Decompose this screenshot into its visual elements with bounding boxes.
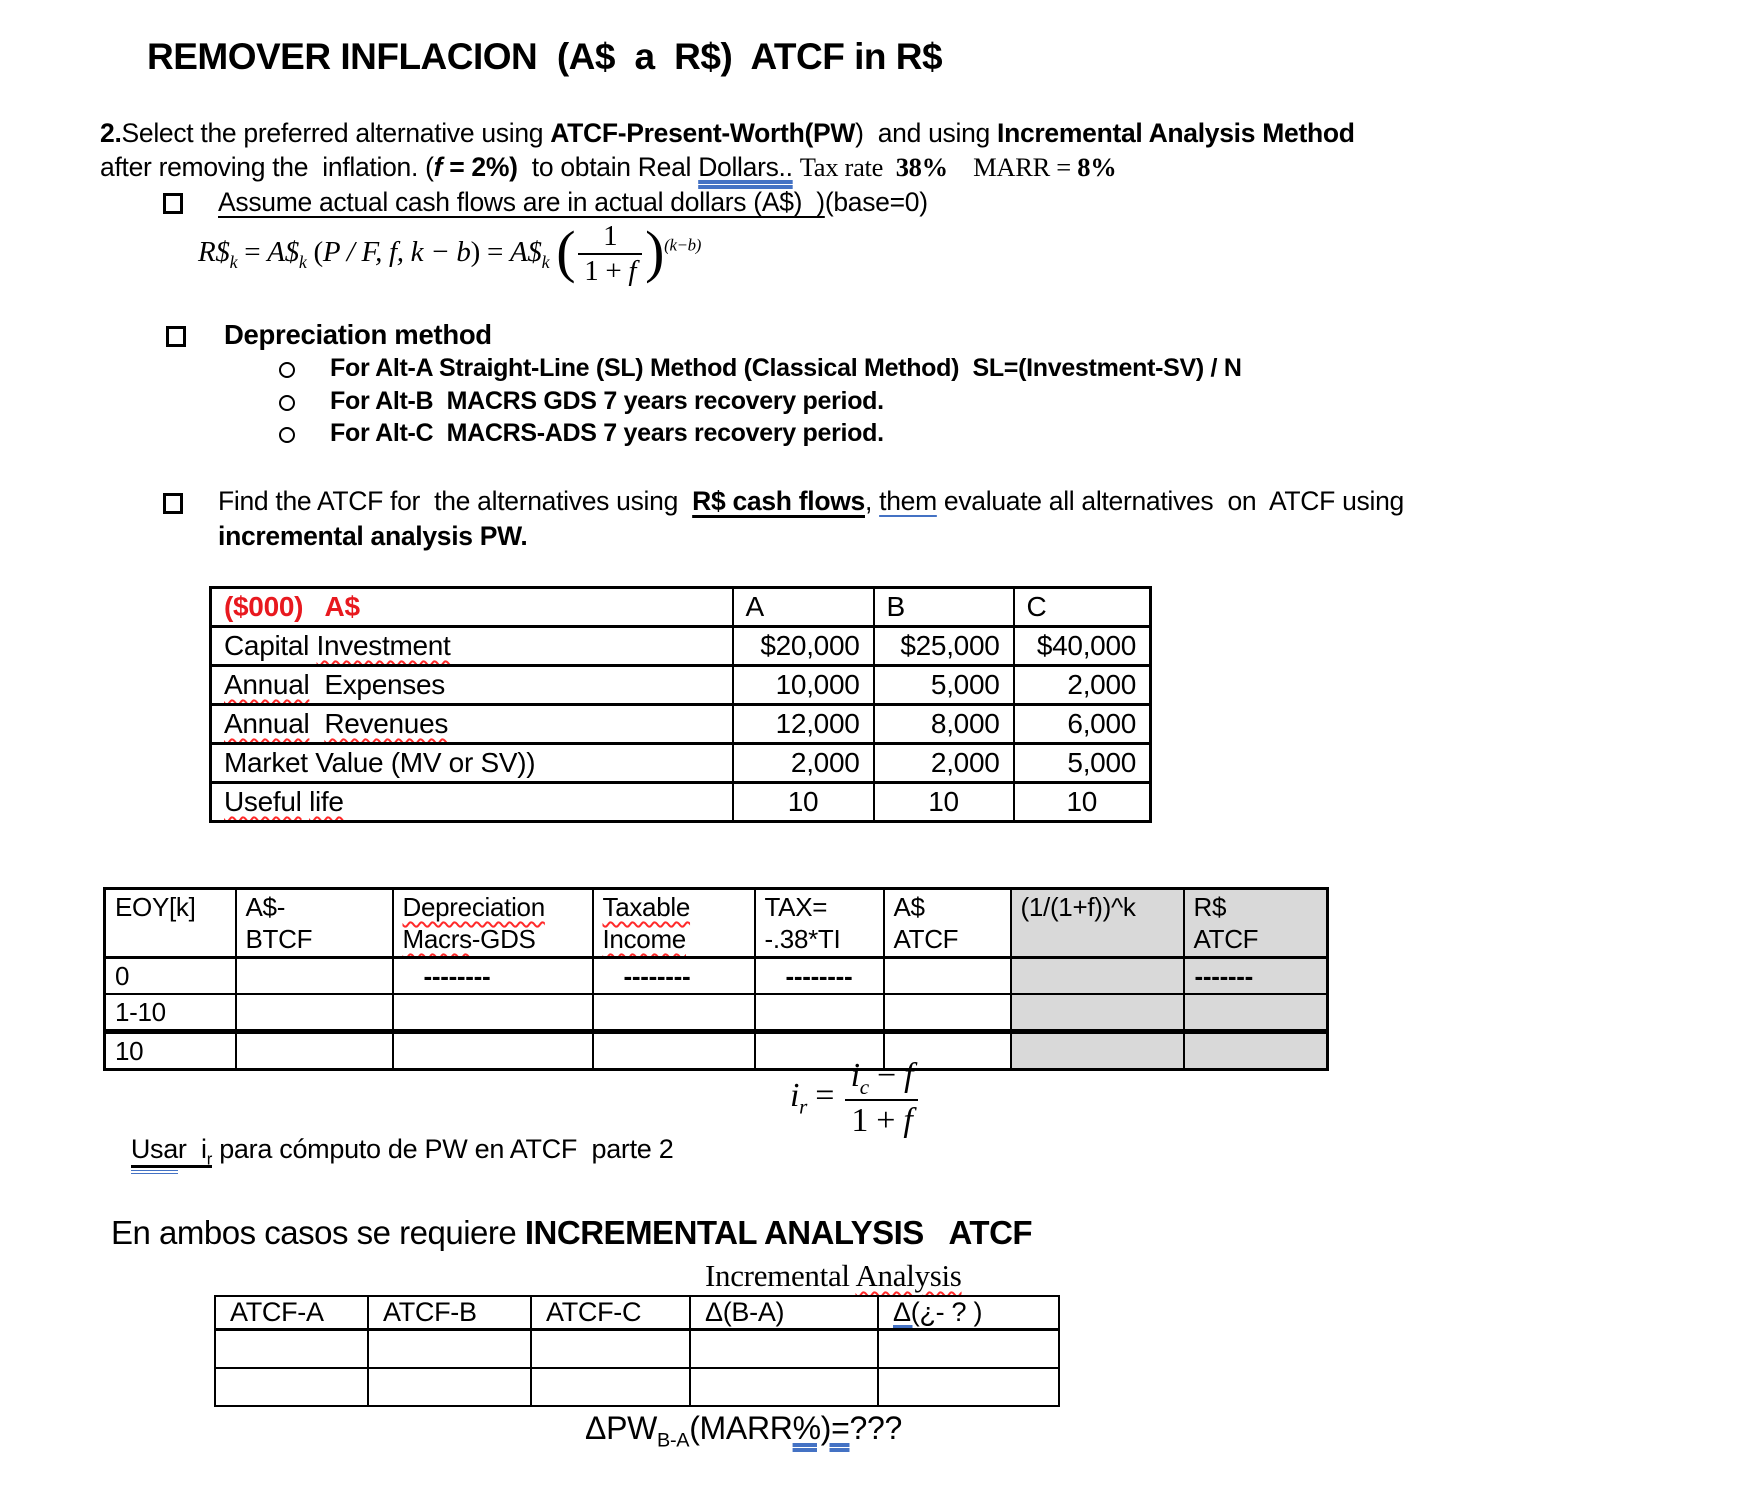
value-cell: 6,000: [1014, 705, 1151, 744]
value-cell: [884, 994, 1011, 1032]
value-cell: 10: [1014, 783, 1151, 822]
table-row: [105, 958, 1328, 995]
header-cell: Taxable Income: [593, 889, 755, 958]
row-label-cell: Annual Expenses: [211, 666, 733, 705]
table-row: [211, 666, 1151, 705]
problem-line-2: after removing the inflation. (f = 2%) to obtain Real Dollars.. Tax rate 38% MARR = 8%: [100, 152, 1117, 182]
value-cell: [1184, 1032, 1328, 1070]
header-cell: A$- BTCF: [236, 889, 393, 958]
value-cell: [236, 994, 393, 1032]
row-label-cell: Annual Revenues: [211, 705, 733, 744]
value-cell: $20,000: [733, 627, 874, 666]
value-cell: [236, 958, 393, 995]
usar-ir-note: [102, 1103, 673, 1200]
cost-data-table: [209, 586, 1152, 823]
table-row: [105, 994, 1328, 1032]
table-row: [211, 627, 1151, 666]
row-label-cell: Capital Investment: [211, 627, 733, 666]
circle-bullet-icon: [279, 395, 295, 411]
value-cell: [755, 994, 884, 1032]
value-cell: 10: [874, 783, 1014, 822]
delta-pw-line: $\Delta PW_{B-A}(MARR\%)=$???: [585, 1410, 902, 1452]
table-row: [105, 889, 1328, 958]
value-cell: [690, 1368, 878, 1406]
value-cell: [1011, 1032, 1184, 1070]
sub-bullet-alt-b: For Alt-B MACRS GDS 7 years recovery period.: [330, 387, 884, 415]
value-cell: 5,000: [874, 666, 1014, 705]
value-cell: [393, 1032, 593, 1070]
bullet-assume-cash-flows: Assume actual cash flows are in actual dollars (A$) )(base=0): [218, 187, 928, 217]
value-cell: $40,000: [1014, 627, 1151, 666]
formula-real-dollars-conversion: $R\$_k$ = $A\$_k$ (P / F, f, $k - b) = A\$_k$ ( $\frac{1}{1 + f}$ )$^{(k-b)}$: [198, 219, 702, 288]
circle-bullet-icon: [279, 362, 295, 378]
bullet-find-atcf: [218, 484, 1404, 554]
value-cell: [878, 1368, 1059, 1406]
table-row: [215, 1330, 1059, 1369]
value-cell: --------: [393, 958, 593, 995]
table-row: [211, 783, 1151, 822]
value-cell: 5,000: [1014, 744, 1151, 783]
checkbox-bullet-icon: [163, 493, 183, 514]
value-cell: 10: [733, 783, 874, 822]
table-row: [215, 1368, 1059, 1406]
eoy-cell: 10: [105, 1032, 236, 1070]
table-row: [211, 705, 1151, 744]
value-cell: --------: [593, 958, 755, 995]
bullet-depreciation-method: Depreciation method: [224, 319, 492, 350]
value-cell: 2,000: [874, 744, 1014, 783]
value-cell: [690, 1330, 878, 1369]
incremental-analysis-heading: En ambos casos se requiere INCREMENTAL ANALYSIS ATCF: [111, 1214, 1033, 1251]
sub-bullet-alt-c: For Alt-C MACRS-ADS 7 years recovery period.: [330, 419, 884, 447]
value-cell: 12,000: [733, 705, 874, 744]
value-cell: [1184, 994, 1328, 1032]
unit-label-cell: ($000) A$: [211, 588, 733, 627]
header-cell: ATCF-A: [215, 1296, 368, 1330]
value-cell: [1011, 958, 1184, 995]
atcf-worksheet-table: [103, 887, 1329, 1071]
header-cell: A: [733, 588, 874, 627]
value-cell: 8,000: [874, 705, 1014, 744]
checkbox-bullet-icon: [166, 326, 186, 347]
find-atcf-line-1: Find the ATCF for the alternatives using R$ cash flows, them evaluate all alternatives on ATCF using: [218, 486, 1404, 516]
header-cell: Δ(B-A): [690, 1296, 878, 1330]
header-cell: ATCF-B: [368, 1296, 531, 1330]
header-cell: B: [874, 588, 1014, 627]
header-cell: R$ ATCF: [1184, 889, 1328, 958]
value-cell: [593, 1032, 755, 1070]
value-cell: [393, 994, 593, 1032]
checkbox-bullet-icon: [163, 193, 183, 214]
value-cell: 2,000: [1014, 666, 1151, 705]
value-cell: -------: [1184, 958, 1328, 995]
table-row: [211, 588, 1151, 627]
value-cell: [368, 1368, 531, 1406]
value-cell: [368, 1330, 531, 1369]
eoy-cell: 0: [105, 958, 236, 995]
table-row: [105, 1032, 1328, 1070]
value-cell: [236, 1032, 393, 1070]
value-cell: --------: [755, 958, 884, 995]
header-cell: ATCF-C: [531, 1296, 690, 1330]
header-cell: TAX= -.38*TI: [755, 889, 884, 958]
problem-statement: [100, 116, 1355, 184]
value-cell: [1011, 994, 1184, 1032]
header-cell: Depreciation Macrs-GDS: [393, 889, 593, 958]
problem-line-1: 2.Select the preferred alternative using ATCF-Present-Worth(PW) and using Incremental Analysis Method: [100, 118, 1355, 148]
formula-real-interest-rate: $i_r$ = $\frac{i_c - f}{1 + f}$: [790, 1056, 921, 1140]
page-title: REMOVER INFLACION (A$ a R$) ATCF in R$: [147, 36, 943, 77]
value-cell: 2,000: [733, 744, 874, 783]
header-cell: (1/(1+f))^k: [1011, 889, 1184, 958]
row-label-cell: Useful life: [211, 783, 733, 822]
incremental-analysis-caption: Incremental Analysis: [705, 1258, 962, 1293]
row-label-cell: Market Value (MV or SV)): [211, 744, 733, 783]
value-cell: [531, 1330, 690, 1369]
usar-ir-underlined: Usar $i_r$: [130, 1134, 213, 1169]
value-cell: [531, 1368, 690, 1406]
table-row: [215, 1296, 1059, 1330]
value-cell: [884, 958, 1011, 995]
eoy-cell: 1-10: [105, 994, 236, 1032]
circle-bullet-icon: [279, 427, 295, 443]
sub-bullet-alt-a: For Alt-A Straight-Line (SL) Method (Classical Method) SL=(Investment-SV) / N: [330, 354, 1242, 382]
usar-ir-rest: para cómputo de PW en ATCF parte 2: [212, 1134, 674, 1164]
value-cell: $25,000: [874, 627, 1014, 666]
header-cell: EOY[k]: [105, 889, 236, 958]
value-cell: [878, 1330, 1059, 1369]
incremental-analysis-table: [214, 1295, 1060, 1407]
table-row: [211, 744, 1151, 783]
value-cell: 10,000: [733, 666, 874, 705]
find-atcf-line-2: incremental analysis PW.: [218, 521, 528, 551]
header-cell: C: [1014, 588, 1151, 627]
value-cell: [593, 994, 755, 1032]
header-cell: A$ ATCF: [884, 889, 1011, 958]
value-cell: [215, 1330, 368, 1369]
header-cell: Δ(¿- ? ): [878, 1296, 1059, 1330]
value-cell: [215, 1368, 368, 1406]
